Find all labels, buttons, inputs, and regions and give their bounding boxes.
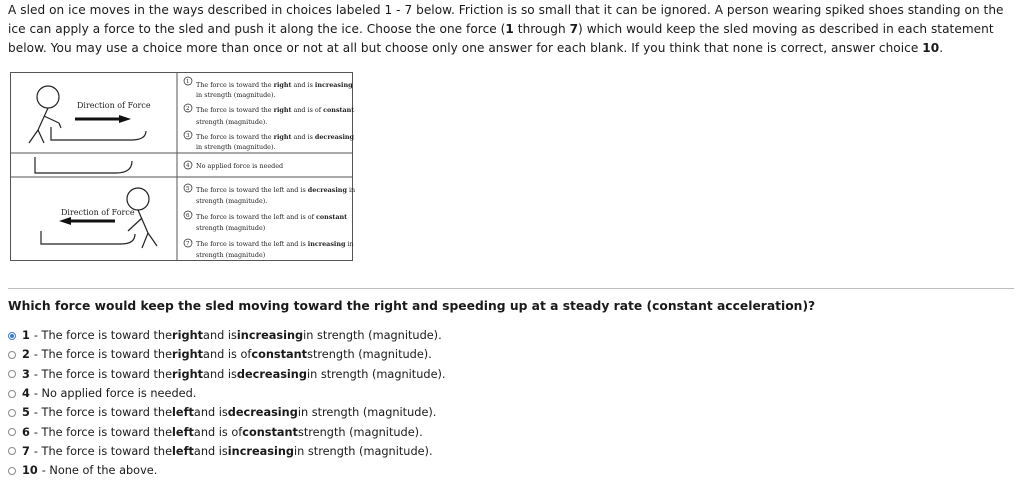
radio-button[interactable] [8,409,16,417]
svg-text:6: 6 [186,213,190,219]
sled-middle-icon [35,157,132,173]
answer-choices [8,326,708,480]
sled-bottom-icon [41,231,135,244]
svg-text:5: 5 [186,186,190,192]
answer-choice-1[interactable]: 1 - The force is toward the right and is increasing in strength (magnitude). [8,326,708,345]
figure-choice-2 [184,104,354,126]
figure-choice-6 [184,211,347,232]
answer-choice-10[interactable]: 10 - None of the above. [8,461,708,480]
answer-choice-6[interactable]: 6 - The force is toward the left and is of constant strength (magnitude). [8,422,708,441]
svg-text:strength (magnitude): strength (magnitude) [196,251,266,259]
radio-button[interactable] [8,351,16,359]
answer-choice-4[interactable]: 4 - No applied force is needed. [8,384,708,403]
arrow-right-icon [75,115,131,123]
answer-choice-2[interactable]: 2 - The force is toward the right and is of constant strength (magnitude). [8,345,708,364]
radio-button[interactable] [8,428,16,436]
figure-choice-1 [184,77,353,99]
svg-text:The force is toward the left a: The force is toward the left and is of constant [196,213,348,221]
instructions-paragraph: A sled on ice moves in the ways described in choices labeled 1 - 7 below. Friction is so small that it can be ignored. A person wearing spiked shoes standing on the ice can apply a force to the sled and push it along the ice. Choose the one force (1 through 7) which would keep the sled moving as described in each statement below. You may use a choice more than once or not at all but choose only one answer for each blank. If you think that none is correct, answer choice 10. [8,3,1004,55]
figure-choice-5 [184,184,355,205]
direction-label-bottom: Direction of Force [61,208,135,217]
radio-button[interactable] [8,447,16,455]
svg-text:The force is toward the right: The force is toward the right and is increasing [196,81,353,89]
figure-choice-4 [184,161,283,170]
sled-diagram-svg [11,73,356,260]
radio-button[interactable] [8,332,16,340]
svg-text:The force is toward the right: The force is toward the right and is of constant [196,106,355,114]
person-pushing-left-icon [127,188,157,248]
figure-choice-3 [184,131,355,151]
question-text: Which force would keep the sled moving toward the right and speeding up at a steady rate (constant acceleration)? [8,299,816,313]
radio-button[interactable] [8,390,16,398]
svg-text:3: 3 [186,133,190,139]
svg-text:2: 2 [186,106,190,112]
sled-top-icon [51,127,146,140]
radio-button[interactable] [8,467,16,475]
section-divider [8,288,1014,289]
svg-text:4: 4 [186,163,190,169]
svg-text:The force is toward the right: The force is toward the right and is decreasing [196,133,355,141]
svg-text:strength (magnitude): strength (magnitude) [196,224,266,232]
sled-force-diagram [10,72,356,261]
svg-text:strength (magnitude).: strength (magnitude). [196,118,268,126]
figure-choice-7 [184,239,354,259]
svg-text:1: 1 [186,79,190,85]
svg-text:in strength (magnitude).: in strength (magnitude). [196,91,276,99]
answer-choice-3[interactable]: 3 - The force is toward the right and is decreasing in strength (magnitude). [8,365,708,384]
radio-button[interactable] [8,370,16,378]
svg-text:7: 7 [186,241,190,247]
answer-choice-7[interactable]: 7 - The force is toward the left and is increasing in strength (magnitude). [8,442,708,461]
direction-label-top: Direction of Force [77,101,151,110]
svg-text:The force is toward the left a: The force is toward the left and is increasing in [196,240,354,248]
svg-text:strength (magnitude).: strength (magnitude). [196,197,268,205]
arrow-left-icon [59,217,115,225]
svg-text:in strength (magnitude).: in strength (magnitude). [196,143,276,151]
answer-choice-5[interactable]: 5 - The force is toward the left and is decreasing in strength (magnitude). [8,403,708,422]
svg-text:The force is toward the left a: The force is toward the left and is decreasing in [196,186,356,194]
svg-text:No applied force is needed: No applied force is needed [196,162,284,170]
person-pushing-right-icon [29,86,61,143]
